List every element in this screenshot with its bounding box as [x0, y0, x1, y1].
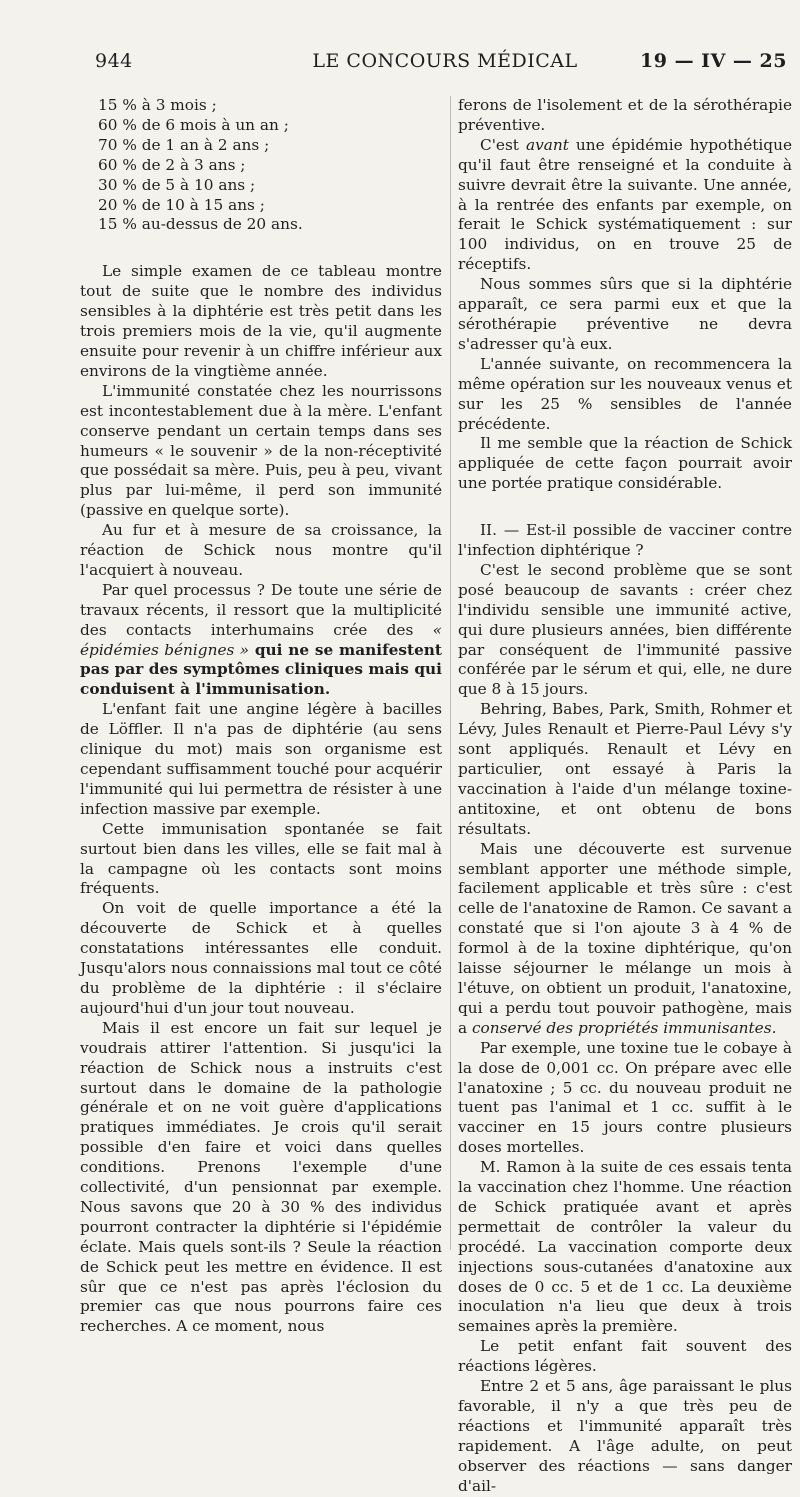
column-divider: [450, 96, 451, 1250]
sensitivity-list: [98, 96, 442, 235]
right-column: [458, 96, 792, 1497]
list-item: 15 % à 3 mois ;: [98, 96, 217, 114]
paragraph: Au fur et à mesure de sa croissance, la réaction de Schick nous montre qu'il l'acquiert à nouveau.: [80, 521, 442, 579]
paragraph: Le petit enfant fait souvent des réactions légères.: [458, 1337, 792, 1376]
list-item: 30 % de 5 à 10 ans ;: [98, 175, 256, 194]
paragraph: On voit de quelle importance a été la découverte de Schick et à quelles constatations intéressantes elle conduit. Jusqu'alors nous connaissions mal tout ce côté du problème de la diphtérie : il s'éclaire aujourd'hui d'un jour tout nouveau.: [80, 899, 442, 1017]
list-item: 20 % de 10 à 15 ans ;: [98, 195, 265, 214]
list-item: 15 % au-dessus de 20 ans.: [98, 215, 303, 234]
journal-title: LE CONCOURS MÉDICAL: [312, 50, 578, 72]
paragraph: C'est le second problème que se sont posé beaucoup de savants : créer chez l'individu sensible une immunité active, qui dure plusieurs années, bien différente par conséquent de l'immunité passive conférée par le sérum et qui, elle, ne dure que 8 à 15 jours.: [458, 560, 792, 699]
paragraph: Mais une découverte est survenue semblant apporter une méthode simple, facilement applicable et très sûre : c'est celle de l'anatoxine de Ramon. Ce savant a constaté que si l'on ajoute 3 à 4 % de formol à de la toxine diphtérique, qu'on laisse séjourner le mélange un mois à l'étuve, on obtient un produit, l'anatoxine, qui a perdu tout pouvoir pathogène, mais a conservé des propriétés immunisantes.: [458, 839, 792, 1037]
paragraph: Il me semble que la réaction de Schick appliquée de cette façon pourrait avoir une portée pratique considérable.: [458, 434, 792, 493]
paragraph: Nous sommes sûrs que si la diphtérie apparaît, ce sera parmi eux et que la sérothérapie préventive ne devra s'adresser qu'à eux.: [458, 275, 792, 353]
paragraph: Entre 2 et 5 ans, âge paraissant le plus favorable, il n'y a que très peu de réactions et l'immunité apparaît très rapidement. A l'âge adulte, on peut observer des réactions — sans danger d'ail-: [458, 1377, 792, 1495]
paragraph: Par quel processus ? De toute une série de travaux récents, il ressort que la multiplicité des contacts interhumains crée des « épidémies bénignes » qui ne se manifestent pas par des symptômes cliniques mais qui conduisent à l'immunisation.: [80, 580, 442, 699]
list-item: 60 % de 6 mois à un an ;: [98, 115, 289, 134]
list-item: 60 % de 2 à 3 ans ;: [98, 155, 246, 174]
paragraph: Mais il est encore un fait sur lequel je voudrais attirer l'attention. Si jusqu'ici la réaction de Schick nous a instruits c'est surtout dans le domaine de la pathologie générale et on ne voit guère d'applications pratiques immédiates. Je crois qu'il serait possible d'en faire et voici dans quelles conditions. Prenons l'exemple d'une collectivité, d'un pensionnat par exemple. Nous savons que 20 à 30 % des individus pourront contracter la diphtérie si l'épidémie éclate. Mais quels sont-ils ? Seule la réaction de Schick peut les mettre en évidence. Il est sûr que ce n'est pas après l'éclosion du premier cas que nous pourrons faire ces recherches. A ce moment, nous: [80, 1018, 442, 1336]
page-number: 944: [95, 50, 133, 72]
paragraph: C'est avant une épidémie hypothétique qu'il faut être renseigné et la conduite à suivre devrait être la suivante. Une année, à la rentrée des enfants par exemple, on ferait le Schick systématiquement : sur 100 individus, on en trouve 25 de réceptifs.: [458, 135, 792, 274]
left-column: [80, 96, 442, 1337]
issue-date: 19 — IV — 25: [640, 50, 787, 72]
paragraph: L'année suivante, on recommencera la même opération sur les nouveaux venus et sur les 25 % sensibles de l'année précédente.: [458, 354, 792, 433]
paragraph: Par exemple, une toxine tue le cobaye à la dose de 0,001 cc. On prépare avec elle l'anatoxine ; 5 cc. du nouveau produit ne tuent pas l'animal et 1 cc. suffit à le vacciner en 15 jours contre plusieurs doses mortelles.: [458, 1038, 792, 1157]
paragraph: ferons de l'isolement et de la sérothérapie préventive.: [458, 96, 792, 134]
paragraph: Cette immunisation spontanée se fait surtout bien dans les villes, elle se fait mal à la campagne où les contacts sont moins fréquents.: [80, 819, 442, 898]
paragraph: Behring, Babes, Park, Smith, Rohmer et Lévy, Jules Renault et Pierre-Paul Lévy s'y sont appliqués. Renault et Lévy en particulier, ont essayé à Paris la vaccination à l'aide d'un mélange toxine-antitoxine, et ont obtenu de bons résultats.: [458, 700, 792, 838]
paragraph: L'enfant fait une angine légère à bacilles de Löffler. Il n'a pas de diphtérie (au sens clinique du mot) mais son organisme est cependant suffisamment touché pour acquérir l'immunité qui lui permettra de résister à une infection massive par exemple.: [80, 700, 442, 818]
section-heading: II. — Est-il possible de vacciner contre l'infection diphtérique ?: [458, 521, 792, 560]
paragraph: M. Ramon à la suite de ces essais tenta la vaccination chez l'homme. Une réaction de Schick pratiquée avant et après permettait de contrôler la valeur du procédé. La vaccination comporte deux injections sous-cutanées d'anatoxine aux doses de 0 cc. 5 et de 1 cc. La deuxième inoculation n'a lieu que deux à trois semaines après la première.: [458, 1158, 792, 1336]
list-item: 70 % de 1 an à 2 ans ;: [98, 135, 270, 154]
paragraph: L'immunité constatée chez les nourrissons est incontestablement due à la mère. L'enfant conserve pendant un certain temps dans ses humeurs « le souvenir » de la non-réceptivité que possédait sa mère. Puis, peu à peu, vivant plus par lui-même, il perd son immunité (passive en quelque sorte).: [80, 381, 442, 520]
paragraph: Le simple examen de ce tableau montre tout de suite que le nombre des individus sensibles à la diphtérie est très petit dans les trois premiers mois de la vie, qu'il augmente ensuite pour revenir à un chiffre inférieur aux environs de la vingtième année.: [80, 262, 442, 380]
page-header: [95, 50, 795, 76]
